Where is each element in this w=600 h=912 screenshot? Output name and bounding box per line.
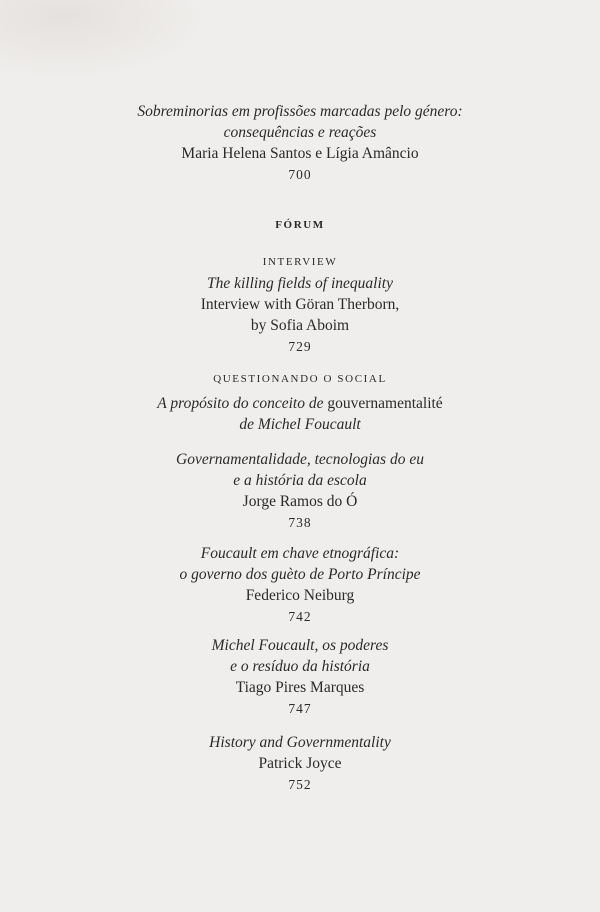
entry-authors: Maria Helena Santos e Lígia Amâncio <box>181 145 419 162</box>
toc-entry-michel-foucault-poderes <box>0 635 600 720</box>
entry-title-line: Foucault em chave etnográfica: <box>200 545 400 562</box>
entry-page-number: 747 <box>288 701 312 716</box>
toc-entry-foucault-etnografica <box>0 543 600 628</box>
entry-page-number: 752 <box>288 777 312 792</box>
entry-authors: Tiago Pires Marques <box>235 679 365 696</box>
entry-title-line: de Michel Foucault <box>239 416 361 433</box>
entry-title-line: Sobreminorias em profissões marcadas pelo género: <box>137 103 463 120</box>
toc-entry-governamentalidade <box>0 449 600 534</box>
entry-title-italic: A propósito do conceito de <box>157 395 324 412</box>
entry-title-line: The killing fields of inequality <box>207 275 393 292</box>
entry-title-line: consequências e reações <box>223 124 377 141</box>
entry-subtitle-line: Interview with Göran Therborn, <box>200 296 400 313</box>
entry-authors: Federico Neiburg <box>245 587 355 604</box>
entry-authors: Jorge Ramos do Ó <box>242 493 358 510</box>
page-stain <box>0 0 210 80</box>
entry-page-number: 729 <box>288 339 312 354</box>
entry-page-number: 742 <box>288 609 312 624</box>
entry-page-number: 738 <box>288 515 312 530</box>
entry-title-line: e o resíduo da história <box>230 658 370 675</box>
toc-entry-gouvernamentalite <box>0 393 600 435</box>
toc-entry-killing-fields <box>0 273 600 358</box>
entry-authors: by Sofia Aboim <box>250 317 350 334</box>
section-title: FÓRUM <box>275 219 325 231</box>
entry-title-line: Governamentalidade, tecnologias do eu <box>176 451 424 468</box>
toc-entry-sobreminorias <box>0 101 600 186</box>
subsection-heading-questionando <box>0 369 600 389</box>
subsection-title: INTERVIEW <box>262 256 338 268</box>
entry-title-roman: gouvernamentalité <box>327 395 443 412</box>
toc-entry-history-governmentality <box>0 732 600 796</box>
entry-title-line: Michel Foucault, os poderes <box>211 637 389 654</box>
subsection-heading-interview <box>0 252 600 272</box>
entry-page-number: 700 <box>288 167 312 182</box>
entry-authors: Patrick Joyce <box>258 755 342 772</box>
entry-title-line: e a história da escola <box>233 472 367 489</box>
subsection-title: QUESTIONANDO O SOCIAL <box>213 373 387 385</box>
entry-title-line: History and Governmentality <box>209 734 391 751</box>
entry-title-line: o governo dos guèto de Porto Príncipe <box>179 566 421 583</box>
entry-title-line <box>0 393 600 414</box>
section-heading-forum <box>0 215 600 235</box>
